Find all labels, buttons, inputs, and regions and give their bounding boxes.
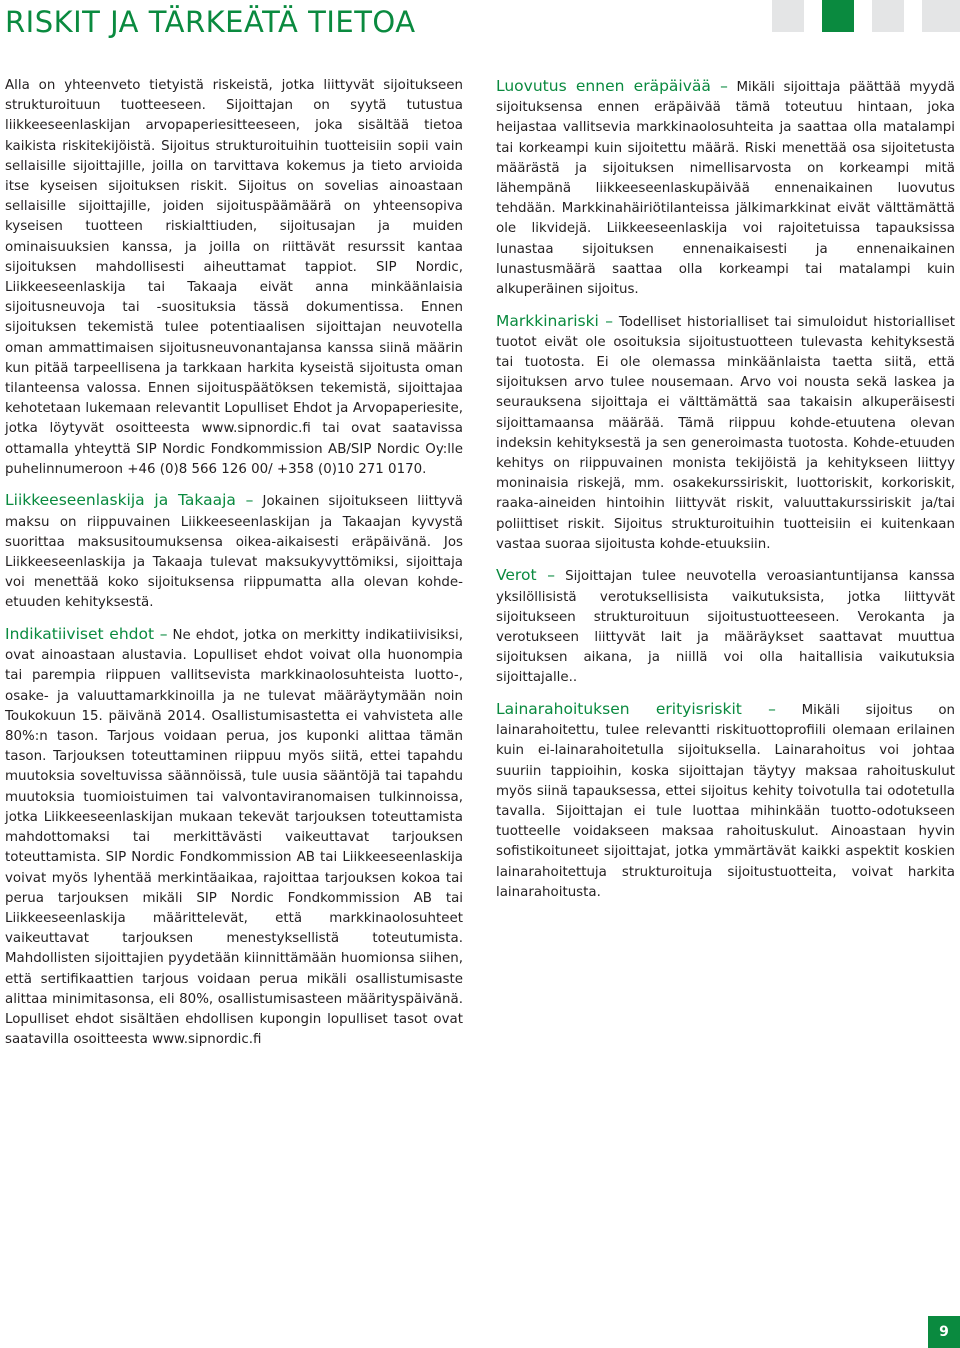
page-number-badge: 9 [928, 1316, 960, 1348]
decor-square-1 [772, 0, 804, 32]
section-early-sale [496, 76, 955, 300]
section-heading: Lainarahoituksen erityisriskit – [496, 700, 776, 719]
decor-square-4 [922, 0, 960, 32]
decor-square-2 [822, 0, 854, 32]
section-text: Sijoittajan tulee neuvotella veroasiantuntijansa kanssa yksilöllisistä verotuksellisista vaikutuksista, jotka liittyvät sijoitukseen strukturoituun sijoitustuotteeseen. Verokanta ja verotukseen liittyvät lait ja määräykset saattavat muuttua sijoituksen aikana, ja niillä voi olla haitallisia vaikutuksia sijoittajalle.. [496, 569, 955, 686]
section-text: Jokainen sijoitukseen liittyvä maksu on riippuvainen Liikkeeseenlaskijan ja Takaajan kyvystä suorittaa maksusitoumuksensa oikea-aikaisesti eräpäivänä. Jos Liikkeeseenlaskija ja Takaaja tulevat maksukyvyttömiksi, sijoittaja voi menettää koko sijoituksensa riippumatta alla olevan kohde-etuuden kehityksestä. [5, 494, 463, 611]
left-column [5, 76, 463, 1061]
section-indicative-terms [5, 624, 463, 1050]
section-text: Mikäli sijoittaja päättää myydä sijoituksensa ennen eräpäivää tämä toteutuu hintaan, joka heijastaa vallitsevia markkinaolosuhteita ja saattaa olla matalampi tai korkeampi kuin sijoitettu määrä. Riski menettää osa sijoitetusta määrästä ja sijoituksen nimellisarvosta on korkeampi mitä lähempänä liikkeeseenlaskupäivää ennenaikainen luovutus tehdään. Markkinahäiriötilanteissa jälkimarkkinat eivät välttämättä ole likvidejä. Liikkeeseenlaskija voi rajoitetuissa tapauksissa lunastaa sijoituksen ennenaikaisesti ja ennenaikainen lunastusmäärä saattaa olla korkeampi tai matalampi kuin alkuperäinen sijoitus. [496, 80, 956, 298]
section-heading: Liikkeeseenlaskija ja Takaaja – [5, 491, 254, 510]
section-heading: Markkinariski – [496, 311, 614, 330]
section-issuer-guarantor [5, 490, 463, 613]
section-leverage-risks [496, 699, 955, 903]
section-text: Todelliset historialliset tai simuloidut historialliset tuotot eivät ole osoituksia sijoitustuotteen tulevasta kehityksestä tai tuotosta. Ei ole olemassa minkäänlaista taetta siitä, että sijoituksen arvo tulee nousemaan. Arvo voi nousta sekä laskea ja seurauksena sijoittaja ei välttämättä saa takaisin alkuperäisesti sijoittamaansa määrää. Tämä riippuu kohde-etuutena olevan indeksin kehityksestä ja sen generoimasta tuotosta. Kohde-etuuden kehitys on riippuvainen monista tekijöistä ja kehitykseen liittyy moninaisia riskejä, mm. osakekurssiriskit, luottoriskit, korkoriskit, raaka-aineiden hintoihin liittyvät riskit, valuuttakurssiriskit ja/tai poliittiset riskit. Sijoitus strukturoituihin tuotteisiin ei kuitenkaan vastaa suoraa sijoitusta kohde-etuuksiin. [496, 314, 955, 552]
section-heading: Luovutus ennen eräpäivää – [496, 77, 728, 95]
intro-paragraph: Alla on yhteenveto tietyistä riskeistä, jotka liittyvät sijoitukseen strukturoituun tuotteeseen. Sijoittajan on syytä tutustua liikkeeseenlaskijan arvopaperiesitteeseen, joka sisältää tietoa kaikista riskitekijöistä. Sijoitus strukturoituihin tuotteisiin sopii vain sellaisille sijoittajille, joilla on tarvittava kokemus ja tieto arvioida itse kyseisen sijoituksen riskit. Sijoitus on sovelias ainoastaan sellaisille sijoittajille, joiden sijoituspäämäärä on yhteensopiva kyseisen tuotteen riskialttiuden, sijoitusajan ja muiden ominaisuuksien kanssa, ja joilla on riittävät resurssit kantaa sijoituksen mahdollisesti aiheuttamat tappiot. SIP Nordic, Liikkeeseenlaskija tai Takaaja eivät anna minkäänlaisia sijoitusneuvoja tai -suosituksia tässä dokumentissa. Ennen sijoituksen tekemistä tulee potentiaalisen sijoittajan neuvotella oman ammattimaisen sijoitusneuvonantajansa kanssa siinä määrin kun pitää tarpeellisena ja tarkkaan harkita kyseistä sijoitusta oman tilanteensa valossa. Ennen sijoituspäätöksen tekemistä, sijoittajaa kehotetaan lukemaan relevantit Lopulliset Ehdot ja Arvopaperiesite, jotka löytyvät osoitteesta www.sipnordic.fi tai ovat saatavissa ottamalla yhteyttä SIP Nordic Fondkommission AB/SIP Nordic Oy:lle puhelinnumeroon +46 (0)8 566 126 00/ +358 (0)10 271 0170. [5, 78, 463, 477]
decor-square-3 [872, 0, 904, 32]
right-column [496, 76, 955, 913]
section-text: Ne ehdot, jotka on merkitty indikatiivisiksi, ovat ainoastaan alustavia. Lopulliset ehdot voivat olla huonompia tai parempia riippuen vallitsevista markkinaolosuhteista luotto-, osake- ja valuuttamarkkinoilla ja ne tulevat määräytymään noin Toukokuun 15. päivänä 2014. Osallistumisastetta ei vahvisteta alle 80%:n tason. Tarjous voidaan perua, jos kuponki alittaa tämän tason. Tarjouksen toteuttaminen riippuu myös siitä, ettei tapahdu muutoksia soveltuvissa säännöissä, tule uusia sääntöjä tai tapahdu muutoksia tuomioistuimen tai valvontaviranomaisen tulkinnoissa, jotka Liikkeeseenlaskijan mukaan tekevät tarjouksen toteuttamista mahdottomaksi tai merkittävästi vaikeuttavat tarjouksen toteuttamista. SIP Nordic Fondkommission AB tai Liikkeeseenlaskija voivat myös lyhentää merkintäaikaa, rajoittaa tarjouksen kokoa tai perua tarjouksen mikäli SIP Nordic Fondkommission AB tai Liikkeeseenlaskija määrittelevät, että markkinaolosuhteet vaikeuttavat tarjouksen menestyksellistä toteutumista. Mahdollisten sijoittajien pyydetään kiinnittämään huomionsa siihen, että sertifikaattien tarjous voidaan perua mikäli osallistumisaste alittaa minimitasonsa, eli 80%, osallistumisasteen määrityspäivänä. Lopulliset ehdot sisältäen ehdollisen kupongin lopulliset tasot ovat saatavilla osoitteesta www.sipnordic.fi [5, 628, 463, 1048]
section-market-risk [496, 311, 955, 555]
section-heading: Verot – [496, 566, 556, 585]
section-heading: Indikatiiviset ehdot – [5, 625, 168, 644]
section-taxes [496, 565, 955, 688]
page-title: RISKIT JA TÄRKEÄTÄ TIETOA [5, 5, 416, 39]
section-text: Mikäli sijoitus on lainarahoitettu, tulee relevantti riskituottoprofiili olemaan erilainen kuin ei-lainarahoitetulla sijoituksella. Lainarahoitus voi johtaa suuriin tappioihin, koska sijoittajan täytyy maksaa rahoituskulut myös siinä tapauksessa, ettei sijoitus kehity toivotulla tai odotetulla tavalla. Sijoittajan ei tule luottaa mihinkään tuotto-odotukseen tuotteelle voidakseen maksaa rahoituskulut. Ainoastaan hyvin sofistikoituneet sijoittajat, jotka ymmärtävät kaikki aspektit koskien lainarahoitettuja strukturoituja sijoitustuotteita, voivat harkita lainarahoitusta. [496, 703, 956, 900]
